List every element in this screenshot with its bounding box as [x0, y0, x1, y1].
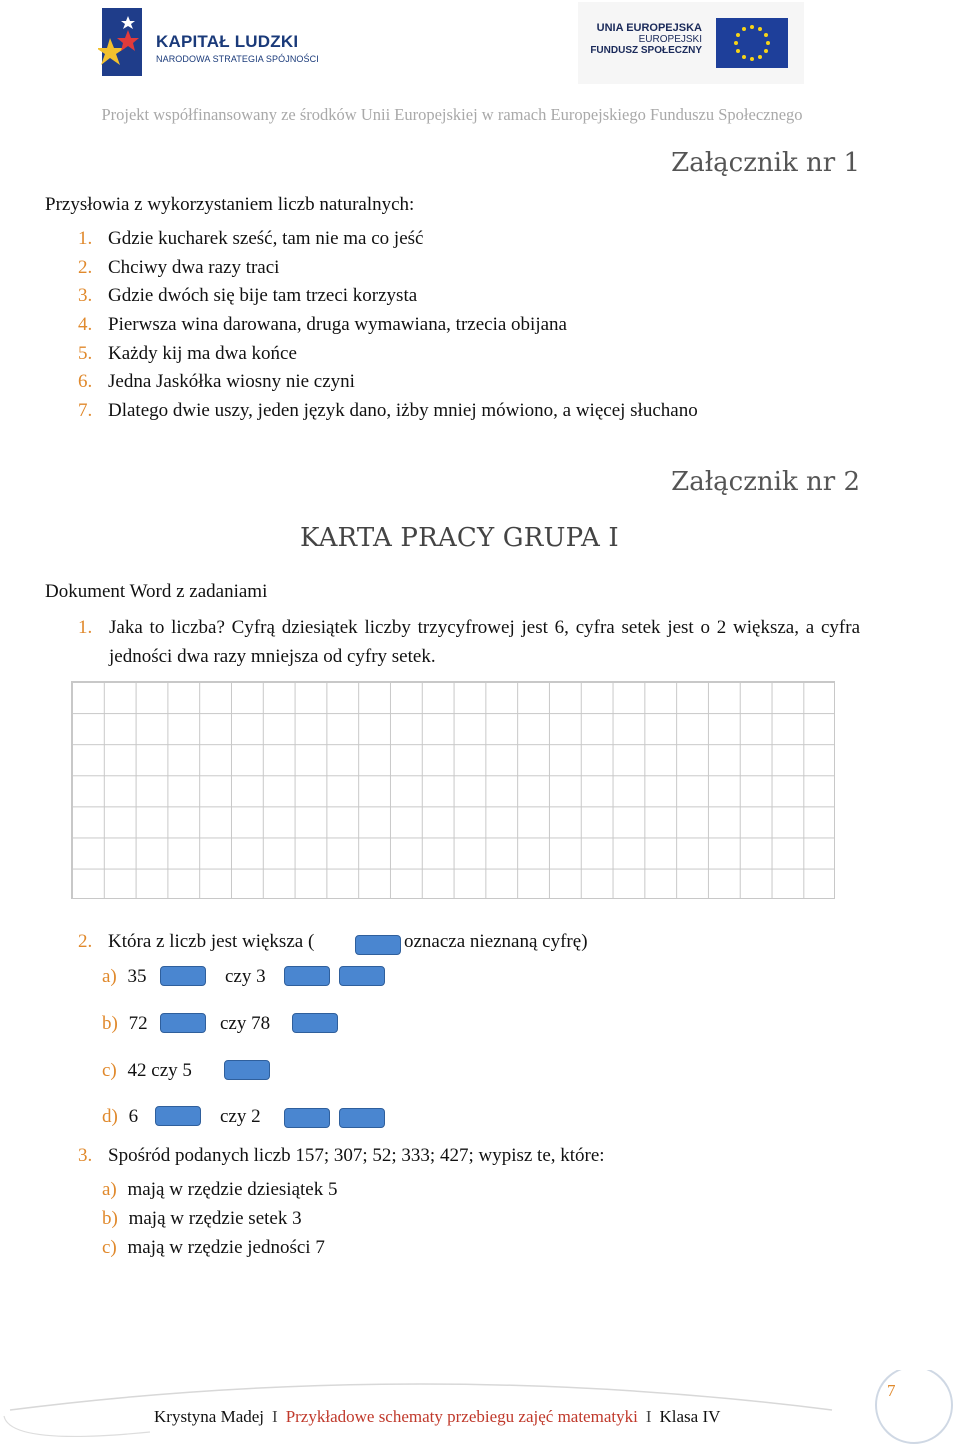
- item-text: mają w rzędzie dziesiątek 5: [127, 1179, 338, 1200]
- eu-line-2: EUROPEJSKI: [638, 34, 702, 45]
- unknown-digit-box: [355, 935, 401, 955]
- eu-line-1: UNIA EUROPEJSKA: [596, 22, 702, 34]
- item-text: Gdzie dwóch się bije tam trzeci korzysta: [108, 285, 418, 307]
- item-number-left: 42 czy 5: [127, 1060, 192, 1081]
- unknown-digit-box: [284, 966, 330, 986]
- eu-logo: [578, 2, 804, 84]
- item-number: 1.: [78, 228, 93, 249]
- list-item: [78, 368, 698, 397]
- unknown-digit-box: [339, 1108, 385, 1128]
- item-text: Pierwsza wina darowana, druga wymawiana, trzecia obijana: [108, 314, 567, 336]
- item-letter: a): [102, 966, 117, 987]
- eu-line-3: FUNDUSZ SPOŁECZNY: [590, 45, 702, 56]
- task-text-before: Która z liczb jest większa (: [108, 931, 315, 952]
- footer-author: Krystyna Madej: [154, 1407, 265, 1426]
- attachment-2-label: Załącznik nr 2: [671, 467, 860, 497]
- unknown-digit-box: [155, 1106, 201, 1126]
- kapital-ludzki-star-icon: [98, 8, 146, 78]
- project-cofinancing-line: Projekt współfinansowany ze środków Unii Europejskiej w ramach Europejskiego Funduszu Społecznego: [101, 105, 803, 124]
- task-3-item-b: [102, 1208, 302, 1230]
- task-2-item-b: [102, 1013, 148, 1035]
- worksheet-title: KARTA PRACY GRUPA I: [300, 523, 619, 553]
- list-item: [78, 254, 698, 283]
- task-2-question-end: oznacza nieznaną cyfrę): [404, 931, 588, 952]
- item-number-right: czy 3: [225, 966, 266, 987]
- item-number: 4.: [78, 314, 93, 336]
- task-1: [78, 613, 860, 671]
- unknown-digit-box: [339, 966, 385, 986]
- item-text: mają w rzędzie setek 3: [128, 1208, 302, 1229]
- item-number-left: 6: [128, 1106, 139, 1127]
- kapital-ludzki-logo: [98, 8, 328, 80]
- item-number: 3.: [78, 285, 93, 307]
- item-letter: c): [102, 1060, 117, 1081]
- task-2-question: [78, 931, 314, 953]
- task-3-item-c: [102, 1237, 325, 1259]
- footer-title: Przykładowe schematy przebiegu zajęć matematyki: [285, 1407, 638, 1426]
- unknown-digit-box: [284, 1108, 330, 1128]
- page-number: 7: [887, 1381, 896, 1400]
- item-number: 2.: [78, 256, 93, 278]
- task-2-item-c: [102, 1060, 192, 1082]
- attachment-1-label: Załącznik nr 1: [671, 148, 860, 178]
- item-number-left: 72: [128, 1013, 148, 1034]
- item-letter: c): [102, 1237, 117, 1258]
- item-text: mają w rzędzie jedności 7: [127, 1237, 325, 1258]
- item-text: Dlatego dwie uszy, jeden język dano, iżby mniej mówiono, a więcej słuchano: [108, 400, 698, 422]
- item-number: 7.: [78, 400, 93, 422]
- eu-flag-icon: [716, 18, 788, 68]
- item-text: Chciwy dwa razy traci: [108, 256, 280, 278]
- unknown-digit-box: [292, 1013, 338, 1033]
- task-3-item-a: [102, 1179, 337, 1201]
- proverbs-list: [78, 225, 698, 426]
- item-number-right: czy 78: [220, 1013, 271, 1034]
- item-letter: d): [102, 1106, 118, 1127]
- proverbs-title: Przysłowia z wykorzystaniem liczb naturalnych:: [45, 194, 415, 215]
- task-text: Spośród podanych liczb 157; 307; 52; 333; 427; wypisz te, które:: [108, 1145, 605, 1166]
- item-letter: b): [102, 1208, 118, 1229]
- task-text: Jaka to liczba? Cyfrą dziesiątek liczby trzycyfrowej jest 6, cyfra setek jest o 2 większa, a cyfra jedności dwa razy mniejsza od cyfry setek.: [109, 617, 860, 667]
- unknown-digit-box: [224, 1060, 270, 1080]
- list-item: [78, 340, 698, 369]
- task-number: 3.: [78, 1145, 93, 1166]
- kapital-ludzki-subtitle: NARODOWA STRATEGIA SPÓJNOŚCI: [156, 54, 319, 64]
- unknown-digit-box: [160, 1013, 206, 1033]
- task-number: 1.: [78, 617, 93, 638]
- list-item: [78, 397, 698, 426]
- item-letter: a): [102, 1179, 117, 1200]
- item-number-right: czy 2: [220, 1106, 261, 1127]
- item-text: Jedna Jaskółka wiosny nie czyni: [108, 371, 355, 393]
- document-label: Dokument Word z zadaniami: [45, 581, 268, 602]
- footer-text: [154, 1407, 720, 1427]
- item-number: 6.: [78, 371, 93, 393]
- footer-class: Klasa IV: [659, 1407, 721, 1426]
- task-2-item-d: [102, 1106, 138, 1128]
- task-3-question: [78, 1145, 605, 1167]
- footer-separator: I: [272, 1407, 278, 1426]
- task-number: 2.: [78, 931, 93, 952]
- item-text: Każdy kij ma dwa końce: [108, 342, 297, 364]
- item-number-left: 35: [127, 966, 147, 987]
- item-number: 5.: [78, 342, 93, 364]
- list-item: [78, 311, 698, 340]
- item-text: Gdzie kucharek sześć, tam nie ma co jeść: [108, 228, 424, 249]
- kapital-ludzki-title: KAPITAŁ LUDZKI: [156, 32, 299, 51]
- item-letter: b): [102, 1013, 118, 1034]
- unknown-digit-box: [160, 966, 206, 986]
- task-2-item-a: [102, 966, 147, 988]
- answer-grid[interactable]: [71, 681, 835, 899]
- list-item: [78, 282, 698, 311]
- footer-separator: I: [645, 1407, 652, 1426]
- list-item: [78, 225, 698, 254]
